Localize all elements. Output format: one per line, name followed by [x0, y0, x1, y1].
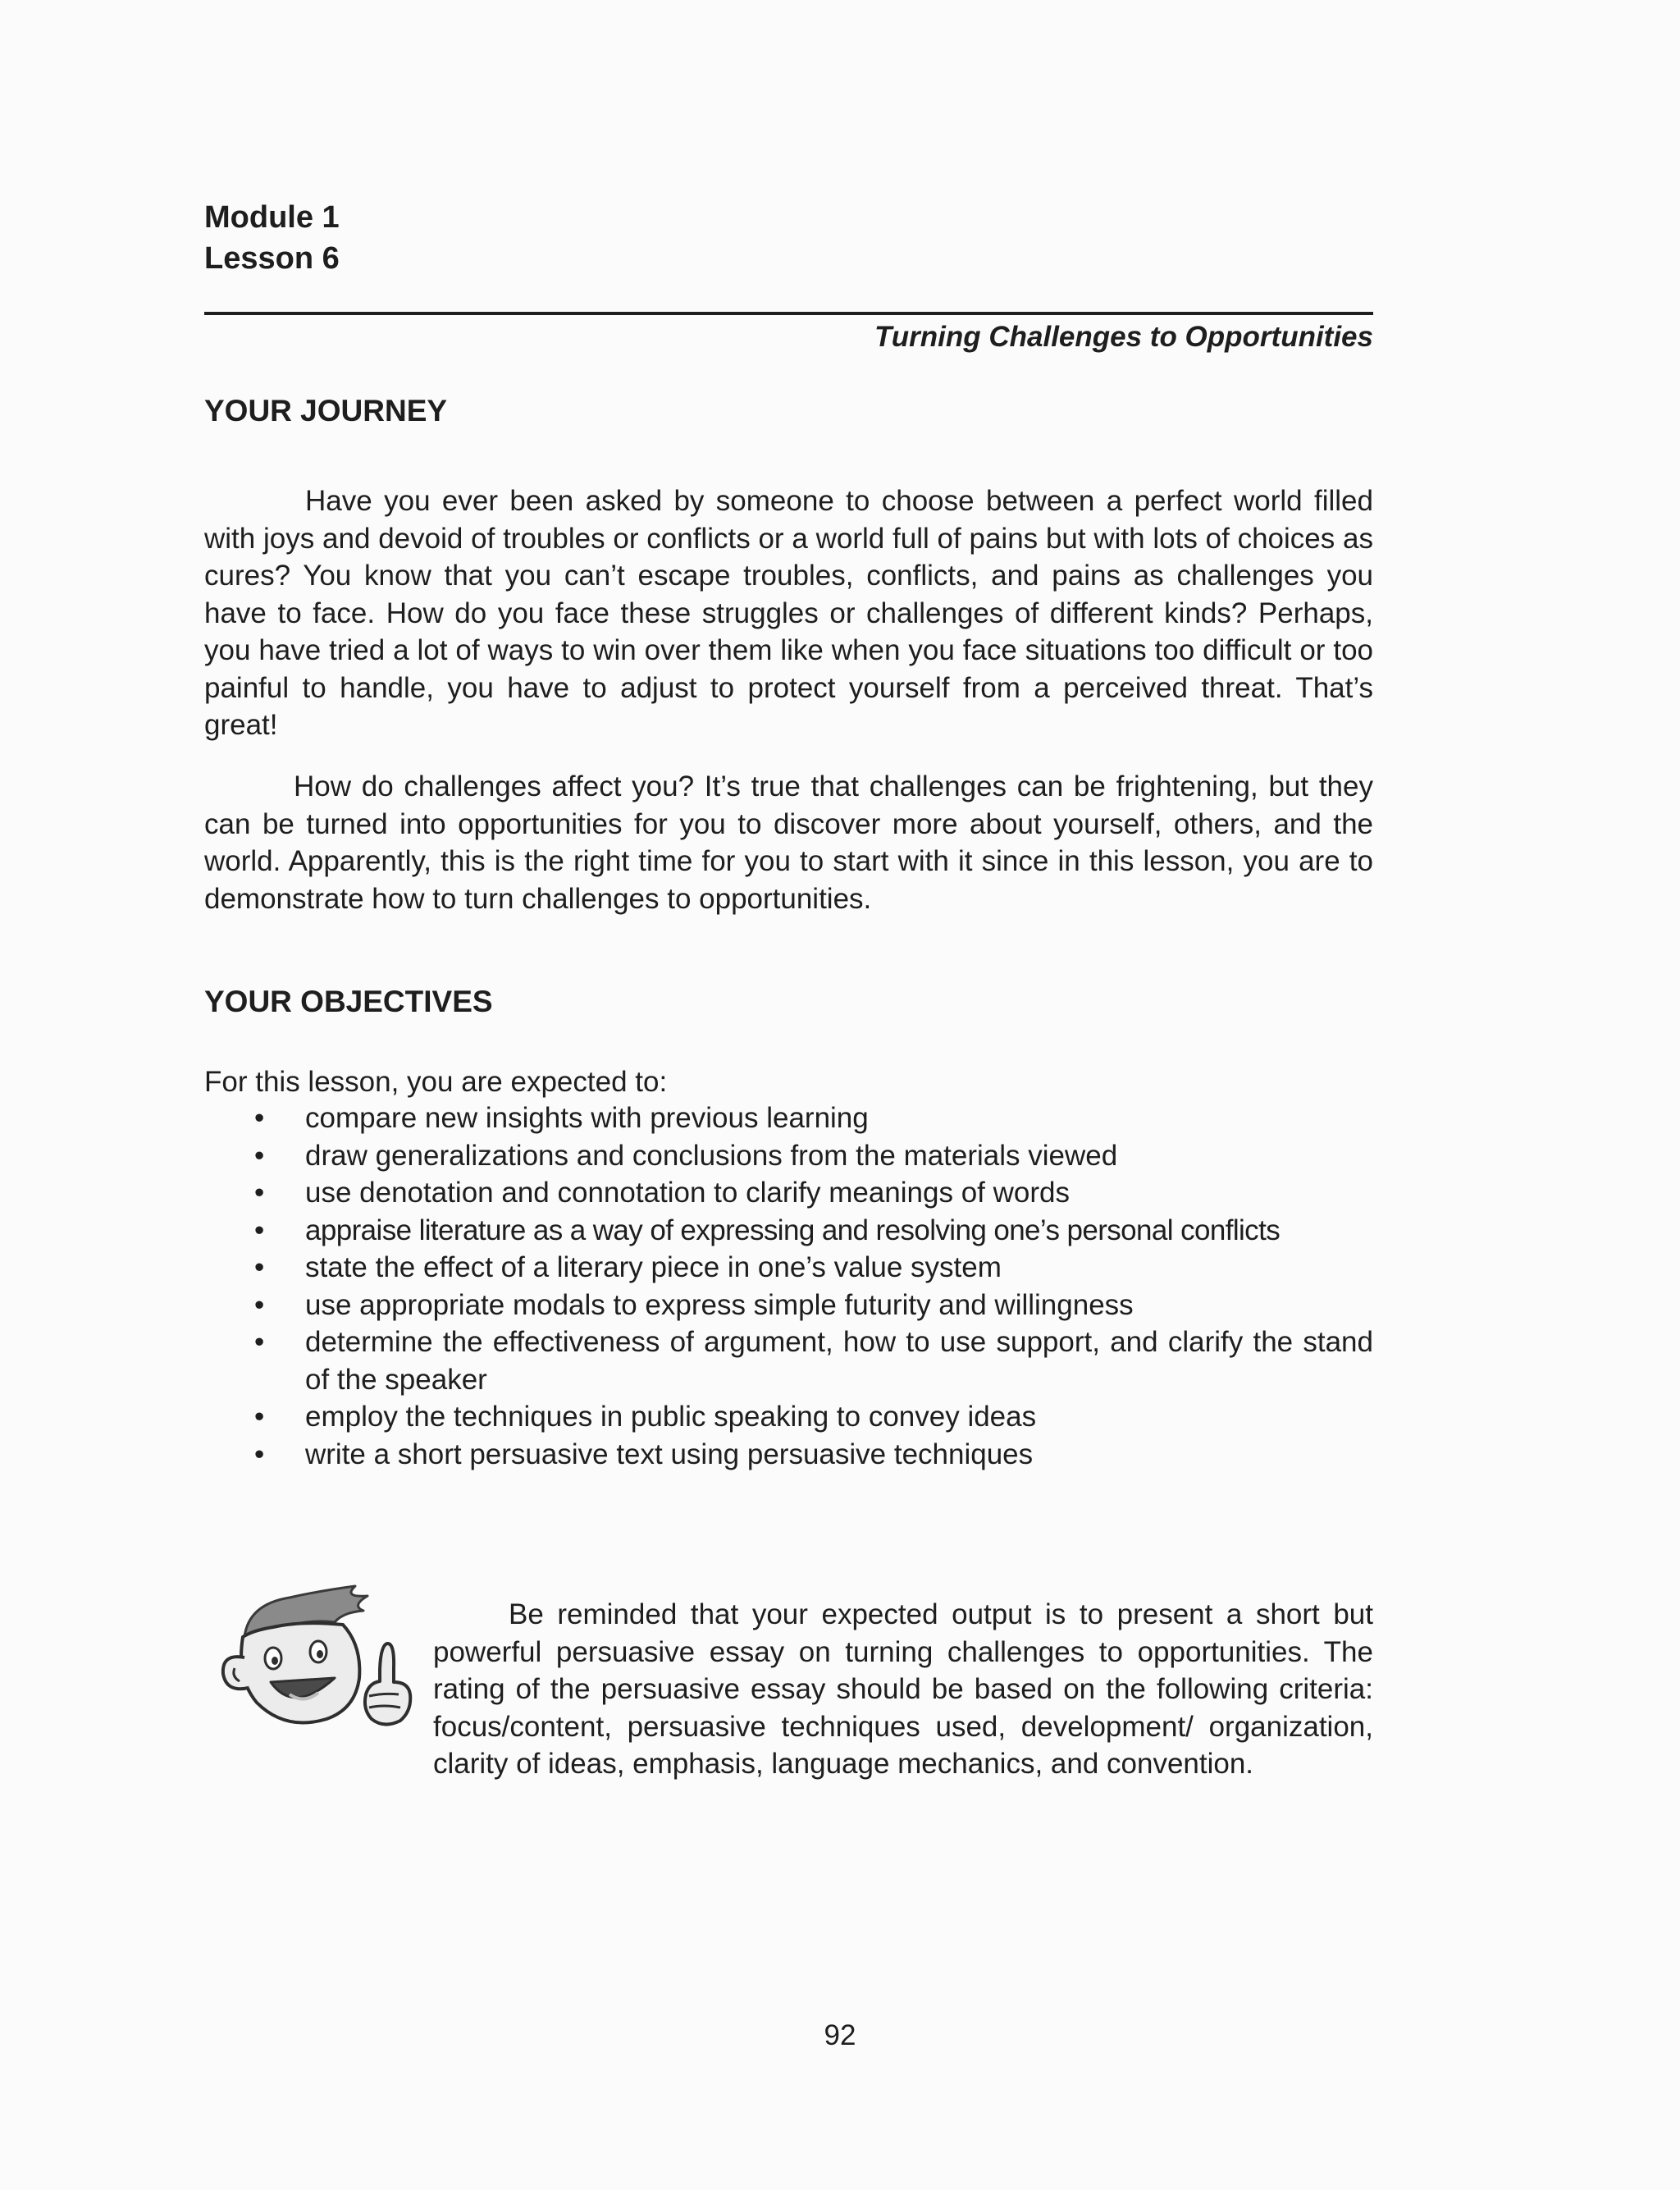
objective-item: • draw generalizations and conclusions from the materials viewed	[204, 1137, 1373, 1175]
objective-item: • appraise literature as a way of expressing and resolving one’s personal conflicts	[204, 1212, 1373, 1250]
objective-item: • employ the techniques in public speaking to convey ideas	[204, 1398, 1373, 1436]
module-header	[204, 197, 340, 279]
bullet-icon: •	[254, 1288, 265, 1321]
objective-item: • determine the effectiveness of argument, how to use support, and clarify the stand of the speaker	[204, 1324, 1373, 1398]
objective-item: • use appropriate modals to express simple futurity and willingness	[204, 1287, 1373, 1324]
bullet-icon: •	[254, 1139, 265, 1172]
boy-pointing-icon	[212, 1580, 417, 1744]
lesson-label: Lesson 6	[204, 241, 340, 276]
bullet-icon: •	[254, 1214, 264, 1246]
bullet-icon: •	[254, 1326, 265, 1358]
bullet-icon: •	[254, 1401, 265, 1433]
reminder-text: Be reminded that your expected output is to present a short but powerful persuasive essay on turning challenges to opportunities. The rating of the persuasive essay should be based on the following criteria: focus/content, persuasive techniques used, development/ organization, clarity of ideas, emphasis, language mechanics, and convention.	[433, 1598, 1373, 1780]
objective-item: • state the effect of a literary piece in one’s value system	[204, 1249, 1373, 1287]
journey-heading: YOUR JOURNEY	[204, 394, 448, 427]
bullet-icon: •	[254, 1251, 265, 1283]
objectives-intro: For this lesson, you are expected to:	[204, 1066, 668, 1098]
lesson-title: Turning Challenges to Opportunities	[874, 321, 1373, 353]
objectives-list	[204, 1100, 1373, 1473]
bullet-icon: •	[254, 1177, 265, 1209]
objective-item: • write a short persuasive text using persuasive techniques	[204, 1436, 1373, 1474]
objectives-heading: YOUR OBJECTIVES	[204, 985, 493, 1018]
page-number: 92	[824, 2019, 856, 2051]
journey-paragraph-1: Have you ever been asked by someone to choose between a perfect world filled with joys and devoid of troubles or conflicts or a world full of pains but with lots of choices as cures? You know that you can’t escape troubles, conflicts, and pains as challenges you have to face. How do you face these struggles or challenges of different kinds? Perhaps, you have tried a lot of ways to win over them like when you face situations too difficult or too painful to handle, you have to adjust to protect yourself from a perceived threat. That’s great!	[204, 485, 1373, 741]
module-label: Module 1	[204, 200, 340, 235]
objective-item: • compare new insights with previous learning	[204, 1100, 1373, 1137]
header-divider	[204, 312, 1373, 315]
bullet-icon: •	[254, 1438, 265, 1470]
bullet-icon: •	[254, 1102, 265, 1134]
journey-paragraph-2: How do challenges affect you? It’s true that challenges can be frightening, but they can be turned into opportunities for you to discover more about yourself, others, and the world. Apparently, this is the right time for you to start with it since in this lesson, you are to demonstrate how to turn challenges to opportunities.	[204, 770, 1373, 915]
objective-item: • use denotation and connotation to clarify meanings of words	[204, 1174, 1373, 1212]
